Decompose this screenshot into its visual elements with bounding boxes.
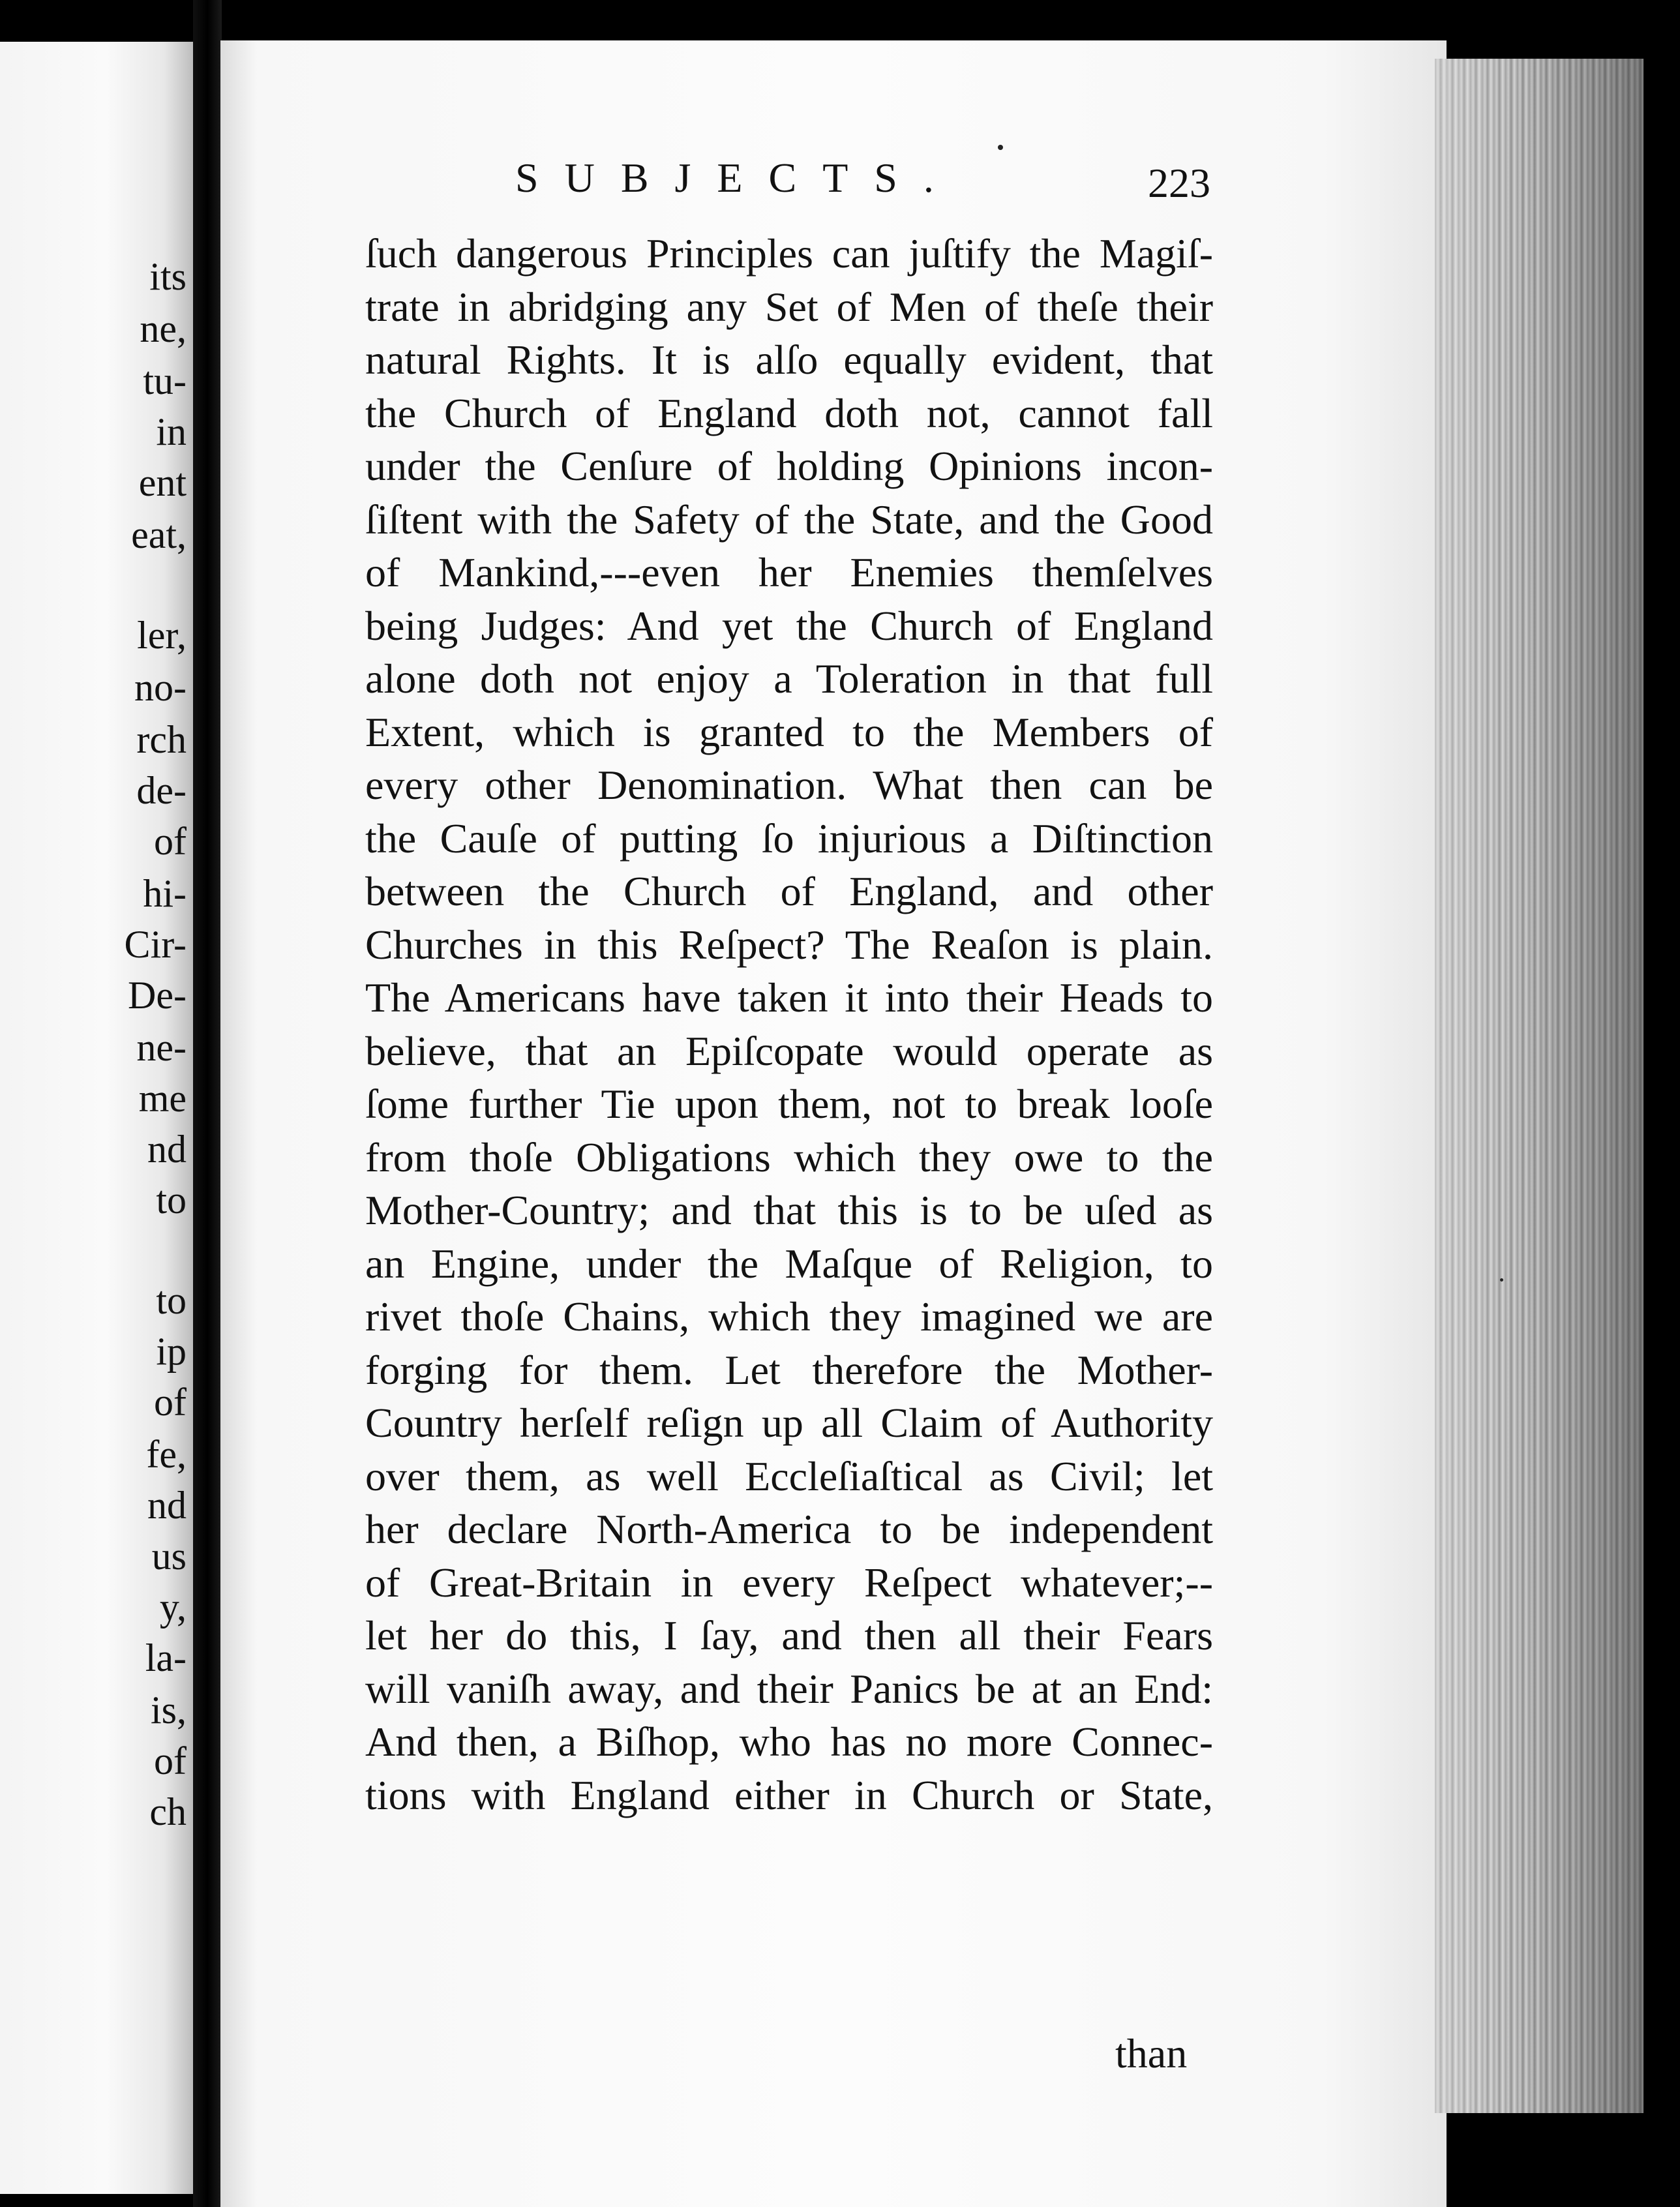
left-page-fragment: eat, (131, 513, 187, 556)
text-line: Country herſelf reſign up all Claim of Authority (365, 1400, 1213, 1446)
text-line: being Judges: And yet the Church of England (365, 602, 1213, 649)
text-line: of Mankind,---even her Enemies themſelves (365, 549, 1213, 595)
left-page-fragment: is, (150, 1689, 187, 1732)
left-page-fragment: de- (136, 769, 187, 812)
text-line: ſome further Tie upon them, not to break looſe (365, 1081, 1213, 1127)
text-line: rivet thoſe Chains, which they imagined we are (365, 1293, 1213, 1340)
text-line: tions with England either in Church or State, (365, 1771, 1213, 1818)
text-line: between the Church of England, and other (365, 868, 1213, 914)
page-edges-shading (1435, 59, 1643, 2113)
text-line: her declare North-America to be independent (365, 1506, 1213, 1552)
left-page-fragment: ent (138, 461, 187, 504)
running-head (515, 149, 1233, 207)
left-page-fragment: to (156, 1279, 187, 1322)
text-line: Mother-Country; and that this is to be uſed as (365, 1187, 1213, 1233)
left-page-fragment: ch (149, 1790, 187, 1833)
left-page-fragment: tu- (143, 359, 187, 402)
text-line: alone doth not enjoy a Toleration in that full (365, 655, 1213, 702)
text-line: ſiſtent with the Safety of the State, and the Good (365, 496, 1213, 543)
left-page-fragment: ne, (140, 307, 187, 350)
ink-speck (1500, 1278, 1503, 1282)
left-page-fragment: ne- (136, 1026, 187, 1069)
page-number: 223 (1148, 160, 1210, 206)
text-line: The Americans have taken it into their Heads to (365, 974, 1213, 1021)
text-line: the Cauſe of putting ſo injurious a Diſtinction (365, 815, 1213, 862)
left-page-fragment: us (151, 1535, 187, 1578)
left-page-fragment: of (154, 1739, 187, 1782)
left-page-fragment: hi- (143, 872, 187, 915)
left-page-fragment: nd (147, 1484, 187, 1527)
running-title: SUBJECTS. (515, 155, 960, 201)
left-page-fragment: rch (136, 718, 187, 761)
left-page-fragment: Cir- (124, 923, 187, 966)
text-line: under the Cenſure of holding Opinions incon- (365, 443, 1213, 489)
left-page-fragment: nd (147, 1128, 187, 1171)
text-line: Churches in this Reſpect? The Reaſon is plain. (365, 921, 1213, 968)
left-page-fragment: no- (134, 666, 187, 709)
text-line: And then, a Biſhop, who has no more Connec- (365, 1719, 1213, 1765)
text-line: ſuch dangerous Principles can juſtify the Magiſ- (365, 230, 1213, 277)
text-line: an Engine, under the Maſque of Religion, to (365, 1240, 1213, 1287)
left-facing-page (0, 42, 193, 2194)
body-text (365, 227, 1213, 1822)
text-line: forging for them. Let therefore the Mother- (365, 1346, 1213, 1393)
text-line: the Church of England doth not, cannot fall (365, 389, 1213, 436)
text-line: trate in abridging any Set of Men of theſe their (365, 283, 1213, 330)
left-page-fragment: its (149, 255, 187, 298)
text-line: Extent, which is granted to the Members of (365, 708, 1213, 755)
left-page-fragment: ler, (137, 614, 187, 657)
ink-speck (998, 145, 1003, 150)
text-line: over them, as well Eccleſiaſtical as Civil; let (365, 1452, 1213, 1499)
left-page-fragment: fe, (146, 1433, 187, 1476)
left-page-fragment: of (154, 1381, 187, 1424)
catchword: than (1115, 2030, 1188, 2077)
left-page-fragment: la- (145, 1636, 187, 1679)
left-page-fragment: in (156, 410, 187, 453)
text-line: natural Rights. It is alſo equally evident, that (365, 337, 1213, 383)
left-page-fragment: of (154, 820, 187, 863)
text-line: of Great-Britain in every Reſpect whatever;-- (365, 1559, 1213, 1606)
left-page-fragment: y, (159, 1585, 187, 1629)
text-line: every other Denomination. What then can be (365, 762, 1213, 808)
text-line: believe, that an Epiſcopate would operate as (365, 1027, 1213, 1074)
book-gutter (193, 0, 222, 2207)
text-line: will vaniſh away, and their Panics be at an End: (365, 1665, 1213, 1712)
left-page-fragment: me (138, 1077, 187, 1120)
text-line: from thoſe Obligations which they owe to the (365, 1134, 1213, 1180)
left-page-fragment: to (156, 1179, 187, 1222)
left-page-fragment: ip (156, 1330, 187, 1373)
text-line: let her do this, I ſay, and then all their Fears (365, 1612, 1213, 1659)
left-page-fragment: De- (128, 974, 187, 1017)
